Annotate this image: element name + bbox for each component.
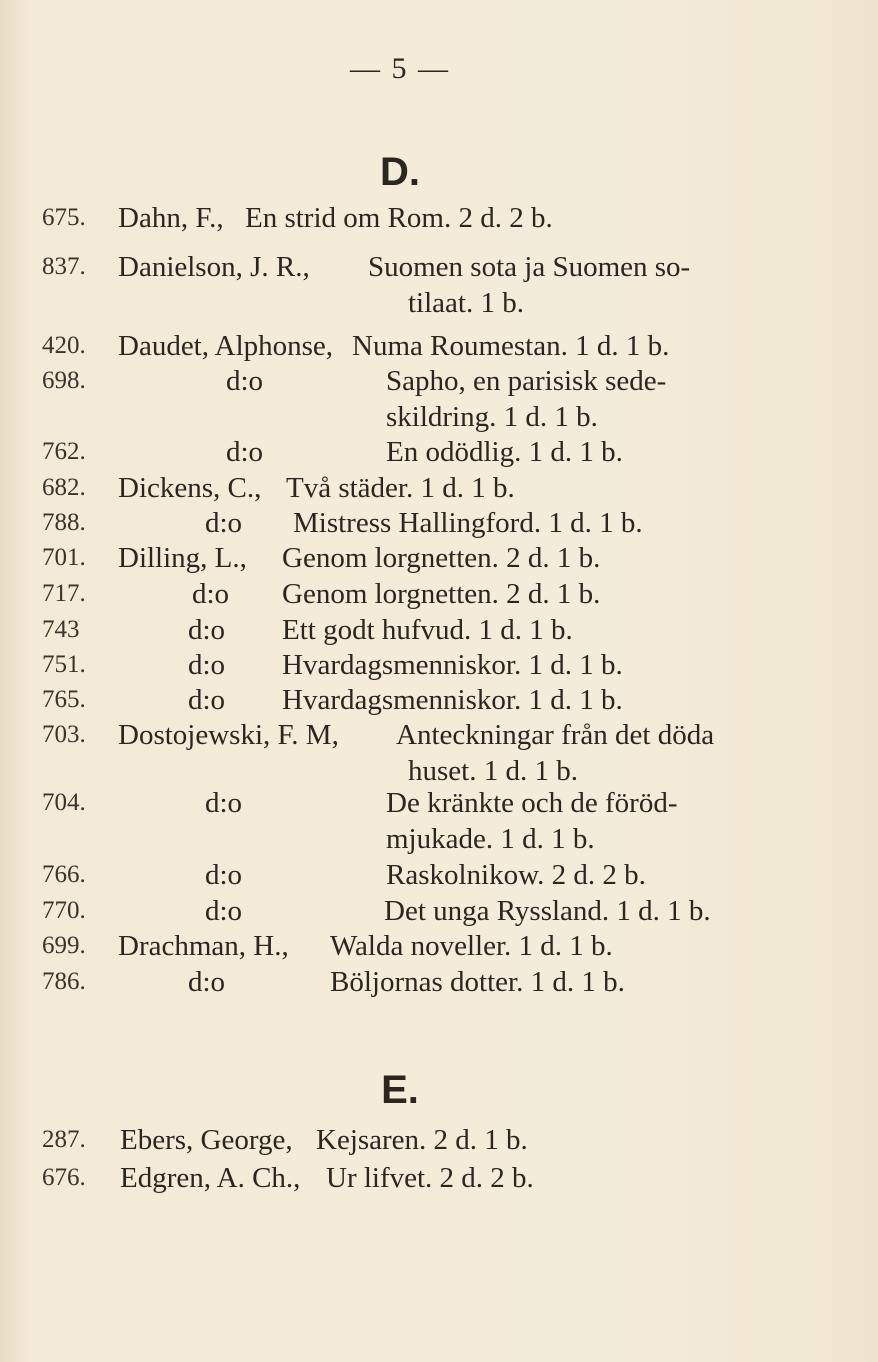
entry-title: Numa Roumestan. 1 d. 1 b. [352, 330, 670, 362]
entry-title: Ur lifvet. 2 d. 2 b. [326, 1162, 534, 1194]
entry-number: 682. [42, 474, 86, 501]
entry-author: Dickens, C., [118, 472, 262, 504]
entry-title: Mistress Hallingford. 1 d. 1 b. [293, 507, 643, 539]
entry-number: 675. [42, 204, 86, 231]
entry-author: Dahn, F., [118, 202, 224, 234]
entry-author: d:o [205, 895, 243, 927]
entry-author: d:o [188, 684, 226, 716]
entry-author: d:o [188, 614, 226, 646]
entry-author: d:o [205, 787, 243, 819]
entry-author: Ebers, George, [120, 1124, 293, 1156]
page-number: — 5 — [350, 52, 450, 85]
entry-number: 786. [42, 968, 86, 995]
entry-author: d:o [205, 859, 243, 891]
entry-author: Dilling, L., [118, 542, 247, 574]
entry-title: Suomen sota ja Suomen so- [368, 251, 691, 283]
entry-number: 699. [42, 932, 86, 959]
entry-author: d:o [226, 365, 264, 397]
entry-title: Genom lorgnetten. 2 d. 1 b. [282, 542, 601, 574]
entry-author: Dostojewski, F. M, [118, 719, 339, 751]
entry-title: Kejsaren. 2 d. 1 b. [316, 1124, 528, 1156]
entry-number: 762. [42, 438, 86, 465]
entry-number: 420. [42, 332, 86, 359]
entry-number: 770. [42, 897, 86, 924]
entry-title: Genom lorgnetten. 2 d. 1 b. [282, 578, 601, 610]
entry-title: Hvardagsmenniskor. 1 d. 1 b. [282, 684, 623, 716]
entry-number: 837. [42, 253, 86, 280]
entry-title: Det unga Ryssland. 1 d. 1 b. [384, 895, 711, 927]
entry-author: Edgren, A. Ch., [120, 1162, 301, 1194]
entry-title-continuation: huset. 1 d. 1 b. [408, 755, 578, 787]
entry-number: 701. [42, 544, 86, 571]
entry-title: De kränkte och de föröd- [386, 787, 678, 819]
entry-number: 704. [42, 789, 86, 816]
entry-title: Raskolnikow. 2 d. 2 b. [386, 859, 646, 891]
entry-author: d:o [192, 578, 230, 610]
entry-number: 751. [42, 651, 86, 678]
entry-title: Anteckningar från det döda [396, 719, 715, 751]
entry-author: Danielson, J. R., [118, 251, 310, 283]
entry-title: Två städer. 1 d. 1 b. [286, 472, 515, 504]
entry-author: Drachman, H., [118, 930, 289, 962]
entry-author: d:o [188, 966, 226, 998]
entry-title: Hvardagsmenniskor. 1 d. 1 b. [282, 649, 623, 681]
section-letter-e: E. [381, 1068, 419, 1112]
entry-number: 676. [42, 1164, 86, 1191]
entry-title-continuation: tilaat. 1 b. [408, 287, 524, 319]
entry-title-continuation: mjukade. 1 d. 1 b. [386, 823, 595, 855]
entry-title: Sapho, en parisisk sede- [386, 365, 667, 397]
entry-title-continuation: skildring. 1 d. 1 b. [386, 401, 598, 433]
entry-author: Daudet, Alphonse, [118, 330, 334, 362]
entry-title: Walda noveller. 1 d. 1 b. [330, 930, 613, 962]
entry-number: 788. [42, 509, 86, 536]
section-letter-d: D. [380, 150, 420, 194]
entry-number: 766. [42, 861, 86, 888]
entry-number: 743 [42, 616, 80, 643]
entry-title: Böljornas dotter. 1 d. 1 b. [330, 966, 625, 998]
entry-number: 698. [42, 367, 86, 394]
entry-title: Ett godt hufvud. 1 d. 1 b. [282, 614, 573, 646]
entry-number: 703. [42, 721, 86, 748]
entry-author: d:o [226, 436, 264, 468]
entry-title: En strid om Rom. 2 d. 2 b. [245, 202, 553, 234]
entry-number: 287. [42, 1126, 86, 1153]
entry-number: 717. [42, 580, 86, 607]
entry-number: 765. [42, 686, 86, 713]
entry-author: d:o [188, 649, 226, 681]
entry-author: d:o [205, 507, 243, 539]
entry-title: En odödlig. 1 d. 1 b. [386, 436, 623, 468]
